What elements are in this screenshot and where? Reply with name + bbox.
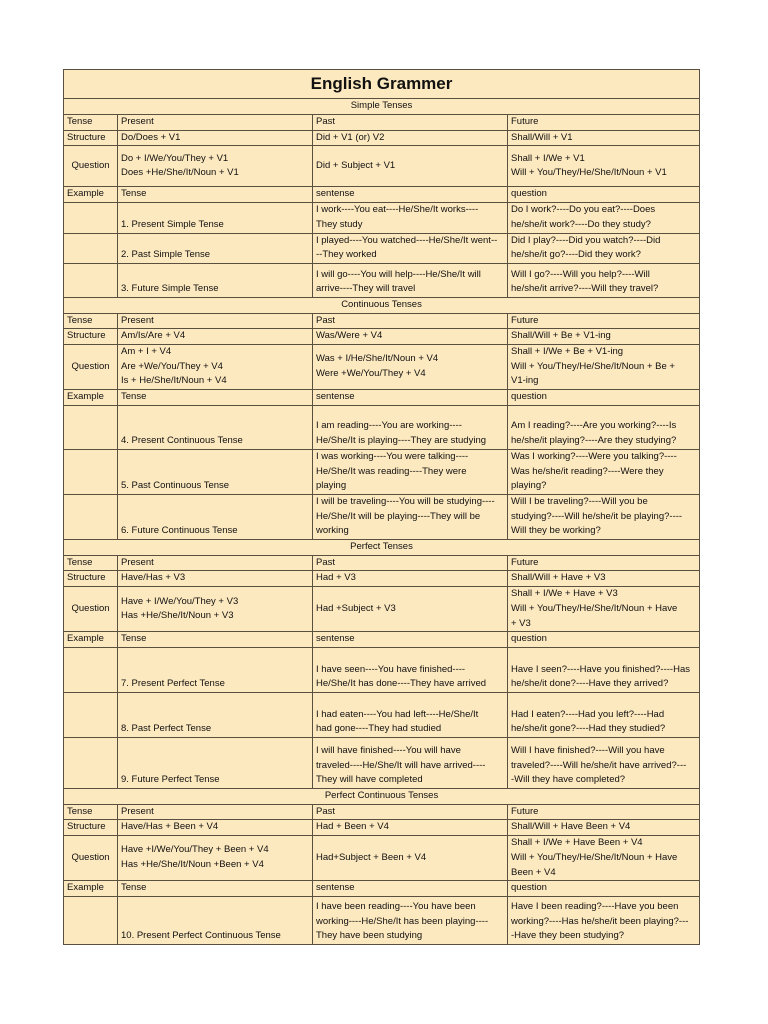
cell-line: I have seen----You have finished---- bbox=[316, 663, 466, 675]
structure-row bbox=[64, 571, 700, 587]
cell-line: Had +Subject + V3 bbox=[316, 602, 396, 614]
section-heading: Simple Tenses bbox=[64, 99, 700, 115]
tense-name: 4. Present Continuous Tense bbox=[118, 405, 313, 449]
example-question: question bbox=[508, 881, 700, 897]
cell-line: he/she/it work?----Do they study? bbox=[511, 218, 651, 230]
col-past: Past bbox=[313, 114, 508, 130]
cell-line: Am I reading?----Are you working?----Is bbox=[511, 420, 677, 432]
tense-sentence bbox=[313, 692, 508, 737]
empty-cell bbox=[64, 692, 118, 737]
example-label: Example bbox=[64, 390, 118, 406]
cell-line: I had eaten----You had left----He/She/It bbox=[316, 708, 479, 720]
question-cell bbox=[118, 345, 313, 390]
example-tense: Tense bbox=[118, 632, 313, 648]
structure-cell bbox=[118, 329, 313, 345]
cell-line: I will go----You will help----He/She/It will bbox=[316, 268, 481, 280]
tense-row bbox=[64, 405, 700, 449]
cell-line: Have/Has + Been + V4 bbox=[121, 821, 219, 833]
tense-sentence bbox=[313, 647, 508, 692]
structure-label: Structure bbox=[64, 329, 118, 345]
tense-sentence bbox=[313, 737, 508, 788]
empty-cell bbox=[64, 494, 118, 539]
tense-name: 7. Present Perfect Tense bbox=[118, 647, 313, 692]
cell-line: Been + V4 bbox=[511, 866, 556, 878]
tense-question bbox=[508, 692, 700, 737]
cell-line: Shall/Will + Have Been + V4 bbox=[511, 821, 631, 833]
empty-cell bbox=[64, 203, 118, 233]
structure-cell bbox=[313, 820, 508, 836]
col-present: Present bbox=[118, 804, 313, 820]
title-row bbox=[64, 70, 700, 99]
empty-cell bbox=[64, 896, 118, 944]
structure-cell bbox=[508, 571, 700, 587]
structure-row bbox=[64, 130, 700, 146]
empty-cell bbox=[64, 263, 118, 297]
cell-line: I am reading----You are working---- bbox=[316, 420, 462, 432]
cell-line: Shall + I/We + Be + V1-ing bbox=[511, 346, 624, 358]
cell-line: Will I be traveling?----Will you be bbox=[511, 495, 648, 507]
question-cell bbox=[118, 146, 313, 187]
example-row bbox=[64, 881, 700, 897]
example-sentence: sentense bbox=[313, 390, 508, 406]
structure-label: Structure bbox=[64, 130, 118, 146]
tense-name: 8. Past Perfect Tense bbox=[118, 692, 313, 737]
cell-line: traveled----He/She/It will have arrived---- bbox=[316, 759, 486, 771]
cell-line: Was/Were + V4 bbox=[316, 330, 383, 342]
tense-question bbox=[508, 263, 700, 297]
col-future: Future bbox=[508, 114, 700, 130]
question-cell bbox=[118, 587, 313, 632]
column-header-row bbox=[64, 804, 700, 820]
example-row bbox=[64, 187, 700, 203]
tense-question bbox=[508, 203, 700, 233]
cell-line: Was I working?----Were you talking?---- bbox=[511, 450, 677, 462]
tense-question bbox=[508, 449, 700, 494]
tense-name: 9. Future Perfect Tense bbox=[118, 737, 313, 788]
question-cell bbox=[508, 587, 700, 632]
example-tense: Tense bbox=[118, 390, 313, 406]
tense-sentence bbox=[313, 896, 508, 944]
row-label: Tense bbox=[64, 114, 118, 130]
cell-line: I played----You watched----He/She/It went-- bbox=[316, 234, 498, 246]
col-present: Present bbox=[118, 313, 313, 329]
cell-line: Do I work?----Do you eat?----Does bbox=[511, 204, 656, 216]
cell-line: Do/Does + V1 bbox=[121, 131, 181, 143]
cell-line: I will have finished----You will have bbox=[316, 744, 461, 756]
empty-cell bbox=[64, 233, 118, 263]
cell-line: He/She/It has done----They have arrived bbox=[316, 678, 487, 690]
cell-line: Have/Has + V3 bbox=[121, 572, 186, 584]
question-label: Question bbox=[64, 587, 118, 632]
cell-line: working bbox=[316, 525, 349, 537]
col-present: Present bbox=[118, 114, 313, 130]
structure-cell bbox=[313, 571, 508, 587]
empty-cell bbox=[64, 647, 118, 692]
row-label: Tense bbox=[64, 804, 118, 820]
cell-line: Will they be working? bbox=[511, 525, 601, 537]
question-row bbox=[64, 146, 700, 187]
cell-line: Was + I/He/She/It/Noun + V4 bbox=[316, 353, 439, 365]
example-sentence: sentense bbox=[313, 632, 508, 648]
cell-line: Has +He/She/It/Noun + V3 bbox=[121, 610, 234, 622]
tense-row bbox=[64, 233, 700, 263]
cell-line: arrive----They will travel bbox=[316, 283, 416, 295]
cell-line: Were +We/You/They + V4 bbox=[316, 368, 426, 380]
cell-line: he/she/it gone?----Had they studied? bbox=[511, 723, 666, 735]
cell-line: Was he/she/it reading?----Were they bbox=[511, 465, 664, 477]
cell-line: he/she/it done?----Have they arrived? bbox=[511, 678, 669, 690]
question-row bbox=[64, 587, 700, 632]
cell-line: --They worked bbox=[316, 249, 377, 261]
question-cell bbox=[313, 345, 508, 390]
structure-cell bbox=[118, 820, 313, 836]
tense-sentence bbox=[313, 263, 508, 297]
tense-name: 3. Future Simple Tense bbox=[118, 263, 313, 297]
section-heading-row bbox=[64, 540, 700, 556]
cell-line: Are +We/You/They + V4 bbox=[121, 360, 223, 372]
cell-line: He/She/It was reading----They were bbox=[316, 465, 467, 477]
cell-line: he/she/it go?----Did they work? bbox=[511, 249, 641, 261]
col-past: Past bbox=[313, 555, 508, 571]
example-question: question bbox=[508, 187, 700, 203]
cell-line: They have been studying bbox=[316, 930, 423, 942]
cell-line: he/she/it arrive?----Will they travel? bbox=[511, 283, 659, 295]
cell-line: Shall/Will + Have + V3 bbox=[511, 572, 606, 584]
question-cell bbox=[313, 146, 508, 187]
example-question: question bbox=[508, 632, 700, 648]
question-label: Question bbox=[64, 345, 118, 390]
question-cell bbox=[118, 836, 313, 881]
tense-row bbox=[64, 692, 700, 737]
cell-line: Will I go?----Will you help?----Will bbox=[511, 268, 650, 280]
structure-cell bbox=[508, 130, 700, 146]
section-heading: Perfect Tenses bbox=[64, 540, 700, 556]
question-cell bbox=[508, 836, 700, 881]
tense-question bbox=[508, 494, 700, 539]
structure-label: Structure bbox=[64, 571, 118, 587]
tense-row bbox=[64, 449, 700, 494]
cell-line: I was working----You were talking---- bbox=[316, 450, 469, 462]
tense-name: 10. Present Perfect Continuous Tense bbox=[118, 896, 313, 944]
cell-line: Did + V1 (or) V2 bbox=[316, 131, 385, 143]
structure-cell bbox=[313, 130, 508, 146]
question-row bbox=[64, 836, 700, 881]
section-heading-row bbox=[64, 788, 700, 804]
tense-name: 5. Past Continuous Tense bbox=[118, 449, 313, 494]
cell-line: V1-ing bbox=[511, 375, 539, 387]
tense-sentence bbox=[313, 405, 508, 449]
example-sentence: sentense bbox=[313, 187, 508, 203]
cell-line: traveled?----Will he/she/it have arrived?--- bbox=[511, 759, 687, 771]
tense-sentence bbox=[313, 449, 508, 494]
example-question: question bbox=[508, 390, 700, 406]
question-row bbox=[64, 345, 700, 390]
question-cell bbox=[313, 836, 508, 881]
question-label: Question bbox=[64, 836, 118, 881]
cell-line: Do + I/We/You/They + V1 bbox=[121, 152, 229, 164]
structure-cell bbox=[508, 820, 700, 836]
tense-question bbox=[508, 647, 700, 692]
cell-line: I have been reading----You have been bbox=[316, 900, 476, 912]
example-sentence: sentense bbox=[313, 881, 508, 897]
tense-name: 2. Past Simple Tense bbox=[118, 233, 313, 263]
cell-line: I will be traveling----You will be studying---- bbox=[316, 495, 495, 507]
cell-line: Have I seen?----Have you finished?----Has bbox=[511, 663, 690, 675]
col-future: Future bbox=[508, 313, 700, 329]
structure-cell bbox=[118, 130, 313, 146]
cell-line: studying?----Will he/she/it be playing?---- bbox=[511, 510, 683, 522]
cell-line: Shall/Will + V1 bbox=[511, 131, 573, 143]
cell-line: Did I play?----Did you watch?----Did bbox=[511, 234, 661, 246]
cell-line: Will + You/They/He/She/It/Noun + Be + bbox=[511, 360, 675, 372]
cell-line: + V3 bbox=[511, 617, 531, 629]
grammar-table bbox=[63, 69, 700, 945]
structure-row bbox=[64, 820, 700, 836]
cell-line: They study bbox=[316, 218, 363, 230]
column-header-row bbox=[64, 555, 700, 571]
tense-row bbox=[64, 263, 700, 297]
cell-line: Has +He/She/It/Noun +Been + V4 bbox=[121, 859, 264, 871]
question-cell bbox=[508, 345, 700, 390]
cell-line: Have + I/We/You/They + V3 bbox=[121, 595, 239, 607]
example-row bbox=[64, 632, 700, 648]
tense-question bbox=[508, 405, 700, 449]
example-label: Example bbox=[64, 632, 118, 648]
empty-cell bbox=[64, 449, 118, 494]
question-cell bbox=[313, 587, 508, 632]
tense-row bbox=[64, 647, 700, 692]
cell-line: Will + You/They/He/She/It/Noun + V1 bbox=[511, 167, 667, 179]
section-heading-row bbox=[64, 297, 700, 313]
column-header-row bbox=[64, 313, 700, 329]
tense-question bbox=[508, 737, 700, 788]
cell-line: Shall + I/We + Have Been + V4 bbox=[511, 837, 643, 849]
cell-line: Had + Been + V4 bbox=[316, 821, 389, 833]
cell-line: playing bbox=[316, 480, 347, 492]
cell-line: Am/Is/Are + V4 bbox=[121, 330, 186, 342]
question-cell bbox=[508, 146, 700, 187]
tense-sentence bbox=[313, 203, 508, 233]
tense-sentence bbox=[313, 233, 508, 263]
structure-cell bbox=[313, 329, 508, 345]
cell-line: Had+Subject + Been + V4 bbox=[316, 851, 427, 863]
cell-line: Shall + I/We + Have + V3 bbox=[511, 588, 618, 600]
example-label: Example bbox=[64, 187, 118, 203]
cell-line: Shall + I/We + V1 bbox=[511, 152, 585, 164]
cell-line: -Will they have completed? bbox=[511, 774, 626, 786]
column-header-row bbox=[64, 114, 700, 130]
cell-line: Will I have finished?----Will you have bbox=[511, 744, 665, 756]
cell-line: He/She/It is playing----They are studying bbox=[316, 435, 487, 447]
tense-name: 1. Present Simple Tense bbox=[118, 203, 313, 233]
empty-cell bbox=[64, 737, 118, 788]
cell-line: he/she/it playing?----Are they studying? bbox=[511, 435, 677, 447]
page-title: English Grammer bbox=[64, 70, 700, 99]
cell-line: Had I eaten?----Had you left?----Had bbox=[511, 708, 665, 720]
section-heading: Perfect Continuous Tenses bbox=[64, 788, 700, 804]
cell-line: They will have completed bbox=[316, 774, 423, 786]
structure-row bbox=[64, 329, 700, 345]
cell-line: He/She/It will be playing----They will be bbox=[316, 510, 481, 522]
example-tense: Tense bbox=[118, 187, 313, 203]
cell-line: Have +I/We/You/They + Been + V4 bbox=[121, 844, 269, 856]
cell-line: Shall/Will + Be + V1-ing bbox=[511, 330, 611, 342]
empty-cell bbox=[64, 405, 118, 449]
cell-line: playing? bbox=[511, 480, 547, 492]
cell-line: working?----Has he/she/it been playing?--- bbox=[511, 915, 689, 927]
tense-question bbox=[508, 233, 700, 263]
tense-row bbox=[64, 494, 700, 539]
cell-line: Is + He/She/It/Noun + V4 bbox=[121, 375, 227, 387]
cell-line: Will + You/They/He/She/It/Noun + Have bbox=[511, 602, 678, 614]
tense-name: 6. Future Continuous Tense bbox=[118, 494, 313, 539]
structure-cell bbox=[508, 329, 700, 345]
structure-label: Structure bbox=[64, 820, 118, 836]
tense-row bbox=[64, 203, 700, 233]
tense-sentence bbox=[313, 494, 508, 539]
tense-row bbox=[64, 737, 700, 788]
tense-row bbox=[64, 896, 700, 944]
section-heading: Continuous Tenses bbox=[64, 297, 700, 313]
structure-cell bbox=[118, 571, 313, 587]
cell-line: Did + Subject + V1 bbox=[316, 160, 396, 172]
col-past: Past bbox=[313, 804, 508, 820]
cell-line: Have I been reading?----Have you been bbox=[511, 900, 679, 912]
example-tense: Tense bbox=[118, 881, 313, 897]
row-label: Tense bbox=[64, 313, 118, 329]
col-future: Future bbox=[508, 555, 700, 571]
col-present: Present bbox=[118, 555, 313, 571]
question-label: Question bbox=[64, 146, 118, 187]
cell-line: I work----You eat----He/She/It works---- bbox=[316, 204, 479, 216]
cell-line: -Have they been studying? bbox=[511, 930, 625, 942]
example-label: Example bbox=[64, 881, 118, 897]
col-future: Future bbox=[508, 804, 700, 820]
cell-line: Had + V3 bbox=[316, 572, 356, 584]
example-row bbox=[64, 390, 700, 406]
cell-line: Will + You/They/He/She/It/Noun + Have bbox=[511, 851, 678, 863]
col-past: Past bbox=[313, 313, 508, 329]
cell-line: Am + I + V4 bbox=[121, 346, 172, 358]
cell-line: Does +He/She/It/Noun + V1 bbox=[121, 167, 239, 179]
tense-question bbox=[508, 896, 700, 944]
cell-line: had gone----They had studied bbox=[316, 723, 442, 735]
section-heading-row bbox=[64, 99, 700, 115]
cell-line: working----He/She/It has been playing---- bbox=[316, 915, 489, 927]
row-label: Tense bbox=[64, 555, 118, 571]
